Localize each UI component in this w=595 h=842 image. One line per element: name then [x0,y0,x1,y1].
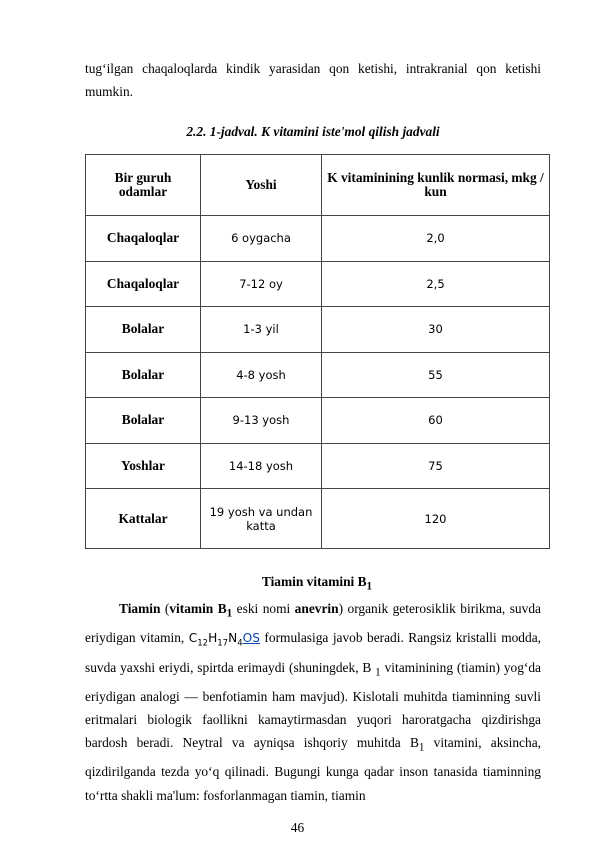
old-name-text: eski nomi [236,601,291,616]
body-text-5: vitamini, aksincha, qizdirilganda tezda yo‘q qilinadi. Bugungi kunga qadar inson tanasida tiaminning to‘rtta shakli ma'lum: fosforlanmagan tiamin, tiamin [85,735,541,803]
cell-group: Kattalar [86,489,201,549]
formula-os-link[interactable]: OS [242,630,260,645]
cell-norm: 55 [322,352,550,398]
paren-close: ) [338,601,344,616]
cell-norm: 30 [322,307,550,353]
cell-group: Yoshlar [86,443,201,489]
formula-n-count: 4 [237,638,243,649]
body-text-1: organik geterosiklik birikma, suvda eriydigan vitamin, [85,601,541,645]
chemical-formula [188,630,260,649]
term-anevrin: anevrin [294,601,339,616]
table-row [86,352,550,398]
cell-age: 1-3 yil [201,307,322,353]
table-row [86,443,550,489]
vitamin-subscript: 1 [226,607,233,620]
formula-h: H [208,630,218,645]
vitamin-k-table [85,154,550,549]
b1-subscript: 1 [375,666,381,679]
section-title-text: Tiamin vitamini B [261,574,367,589]
section-title-subscript: 1 [366,580,373,593]
table-header-row [86,155,550,216]
table-row [86,216,550,262]
header-norm: K vitaminining kunlik normasi, mkg / kun [322,155,550,216]
cell-norm: 2,5 [322,261,550,307]
body-text-3: vitaminining (tiamin) yog‘da eriydigan analogi — [85,659,542,704]
term-vitamin-b1 [169,601,233,620]
paren-open: ( [164,601,170,616]
cell-norm: 2,0 [322,216,550,262]
formula-c: C [188,630,198,645]
cell-age: 7-12 oy [201,261,322,307]
cell-group: Bolalar [86,307,201,353]
b1-letter: B [409,735,419,751]
formula-c-count: 12 [197,638,209,649]
table-row [86,489,550,549]
benfotiamin-term: benfotiamin [202,688,268,704]
cell-group: Bolalar [86,398,201,444]
table-row [86,261,550,307]
cell-group: Chaqaloqlar [86,216,201,262]
header-group: Bir guruh odamlar [86,155,201,216]
table-row [86,307,550,353]
cell-norm: 75 [322,443,550,489]
body-text-4: ham mavjud). Kislotali muhitda tiaminning suvli eritmalari biologik faollikni kamaytirmasdan yuqori haroratgacha qizdirishga bardosh beradi. Neytral va ayniqsa ishqoriy muhitda [85,688,541,751]
page-number: 46 [290,820,305,835]
b1-subscript-2: 1 [418,741,425,754]
vitamin-label: vitamin B [169,601,227,616]
cell-age: 9-13 yosh [201,398,322,444]
cell-age: 4-8 yosh [201,352,322,398]
cell-norm: 120 [322,489,550,549]
cell-age: 14-18 yosh [201,443,322,489]
intro-paragraph: tug‘ilgan chaqaloqlarda kindik yarasidan qon ketishi, intrakranial qon ketishi mumkin. [85,61,541,99]
body-text-2: formulasiga javob beradi. Rangsiz kristalli modda, suvda yaxshi eriydi, spirtda erimaydi (shuningdek, B [85,629,541,675]
cell-age: 19 yosh va undan katta [201,489,322,549]
cell-norm: 60 [322,398,550,444]
formula-n: N [228,630,238,645]
section-title [85,574,549,593]
cell-group: Bolalar [86,352,201,398]
cell-age: 6 oygacha [201,216,322,262]
cell-group: Chaqaloqlar [86,261,201,307]
term-tiamin: Tiamin [119,601,161,616]
table-caption: 2.2. 1-jadval. K vitamini iste'mol qilish jadvali [186,124,440,139]
table-row [86,398,550,444]
header-age: Yoshi [201,155,322,216]
formula-h-count: 17 [217,638,229,649]
body-paragraph [85,597,541,807]
